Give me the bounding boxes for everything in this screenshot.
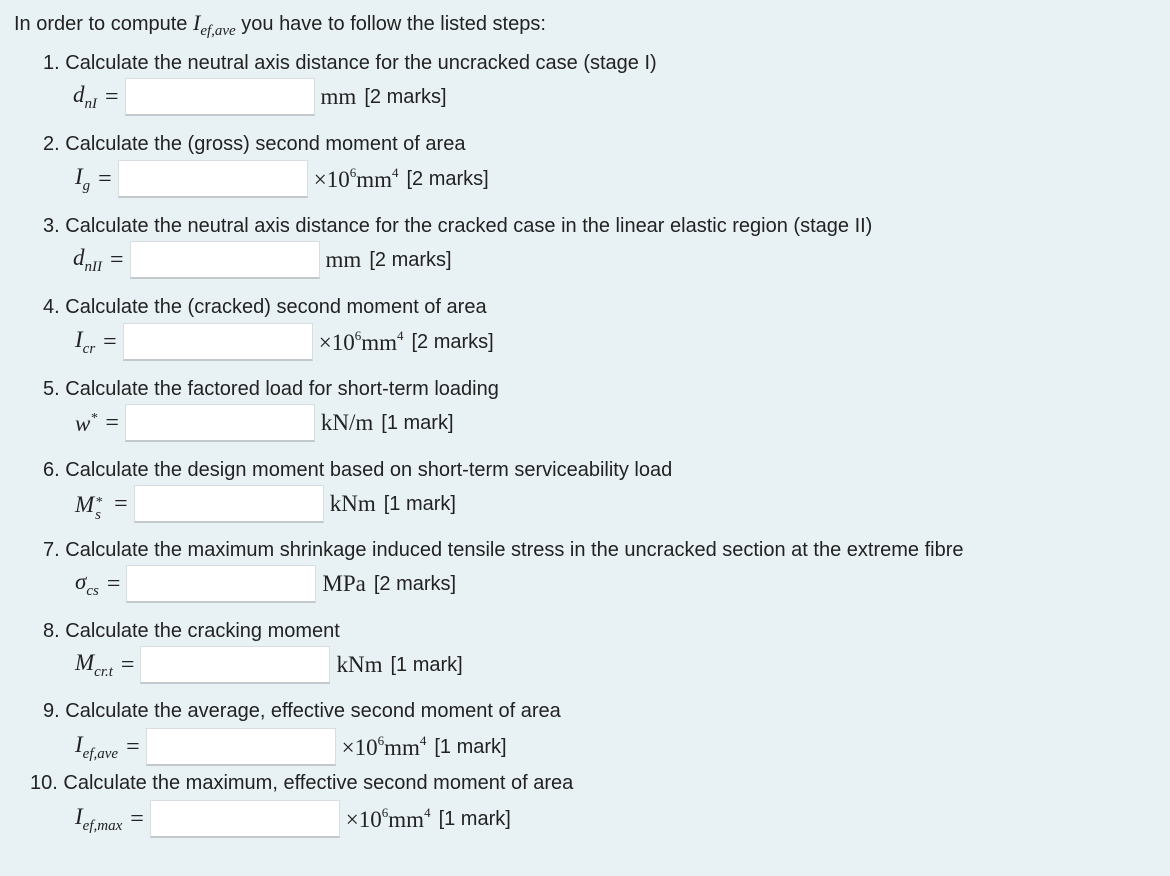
step-8-answer-row: $M_{cr.t}$ = kNm [1 mark]: [75, 644, 463, 686]
step-9-input[interactable]: [146, 728, 336, 766]
step-6-input[interactable]: [134, 485, 324, 523]
step-3-unit: mm: [325, 247, 362, 272]
step-4-symbol: $I_{cr}$: [75, 326, 96, 357]
step-4-answer-row: $I_{cr}$ = $\times 10^6mm^4$ [2 marks]: [75, 321, 494, 363]
step-1-marks: [2 marks]: [364, 85, 447, 108]
step-2-title: 2. Calculate the (gross) second moment of area: [43, 133, 466, 155]
step-2-unit: $\times 10^6mm^4$: [313, 165, 399, 192]
step-3-input[interactable]: [130, 241, 320, 279]
step-9-symbol: $I_{ef,ave}$: [75, 731, 119, 762]
step-2-answer-row: $I_g$ = $\times 10^6mm^4$ [2 marks]: [75, 158, 489, 200]
step-7-answer-row: $\sigma_{cs}$ = MPa [2 marks]: [75, 563, 456, 605]
step-6-title: 6. Calculate the design moment based on short-term serviceability load: [43, 459, 673, 481]
step-8-input[interactable]: [140, 646, 330, 684]
step-2-symbol: $I_g$: [75, 163, 91, 194]
step-9-title: 9. Calculate the average, effective second moment of area: [43, 700, 561, 722]
step-2-input[interactable]: [118, 160, 308, 198]
intro-text: [14, 10, 546, 44]
intro-suffix: you have to follow the listed steps:: [235, 13, 546, 35]
step-2-marks: [2 marks]: [406, 167, 489, 190]
step-6-unit: kNm: [329, 491, 376, 516]
step-6-marks: [1 mark]: [383, 492, 456, 515]
step-5-input[interactable]: [125, 404, 315, 442]
step-8-unit: kNm: [336, 652, 383, 677]
step-8-marks: [1 mark]: [390, 653, 463, 676]
step-7-marks: [2 marks]: [373, 572, 457, 595]
step-4-input[interactable]: [123, 323, 313, 361]
step-8-symbol: $M_{cr.t}$: [75, 649, 113, 680]
step-1-answer-row: $d_{nI}$ = mm [2 marks]: [73, 76, 447, 118]
step-5-unit: kN/m: [320, 410, 374, 435]
step-4-marks: [2 marks]: [411, 330, 494, 353]
step-9-answer-row: $I_{ef,ave}$ = $\times 10^6mm^4$ [1 mark]: [75, 726, 507, 768]
step-5-marks: [1 mark]: [381, 411, 454, 434]
step-1-input[interactable]: [125, 78, 315, 116]
step-10-unit: $\times 10^6mm^4$: [345, 805, 431, 832]
step-7-title: 7. Calculate the maximum shrinkage induced tensile stress in the uncracked section at the extreme fibre: [43, 539, 964, 561]
step-4-unit: $\times 10^6mm^4$: [318, 328, 404, 355]
intro-prefix: In order to compute: [14, 13, 193, 35]
step-10-title: 10. Calculate the maximum, effective second moment of area: [30, 772, 574, 794]
step-3-marks: [2 marks]: [369, 248, 452, 271]
step-10-symbol: $I_{ef,max}$: [75, 803, 123, 834]
step-5-symbol: w*: [75, 410, 98, 436]
step-1-title: 1. Calculate the neutral axis distance for the uncracked case (stage I): [43, 52, 657, 74]
step-3-answer-row: $d_{nII}$ = mm [2 marks]: [73, 239, 452, 281]
step-5-title: 5. Calculate the factored load for short-term loading: [43, 378, 499, 400]
step-6-symbol: M * s: [75, 491, 103, 523]
step-8-title: 8. Calculate the cracking moment: [43, 620, 340, 642]
step-1-symbol: $d_{nI}$: [73, 81, 97, 112]
intro-symbol: $I_{ef,ave}$: [192, 10, 236, 39]
step-9-unit: $\times 10^6mm^4$: [341, 733, 427, 760]
step-10-input[interactable]: [150, 800, 340, 838]
step-1-unit: mm: [320, 84, 357, 109]
step-3-symbol: $d_{nII}$: [73, 244, 102, 275]
step-3-title: 3. Calculate the neutral axis distance for the cracked case in the linear elastic region (stage II): [43, 215, 873, 237]
step-5-answer-row: w* = kN/m [1 mark]: [75, 402, 454, 444]
step-10-answer-row: $I_{ef,max}$ = $\times 10^6mm^4$ [1 mark]: [75, 798, 511, 840]
step-4-title: 4. Calculate the (cracked) second moment of area: [43, 296, 487, 318]
step-7-input[interactable]: [126, 565, 316, 603]
step-9-marks: [1 mark]: [434, 735, 507, 758]
step-10-marks: [1 mark]: [438, 807, 511, 830]
step-6-answer-row: M * s = kNm [1 mark]: [75, 483, 456, 525]
step-7-symbol: $\sigma_{cs}$: [75, 568, 99, 599]
step-7-unit: MPa: [322, 571, 366, 596]
